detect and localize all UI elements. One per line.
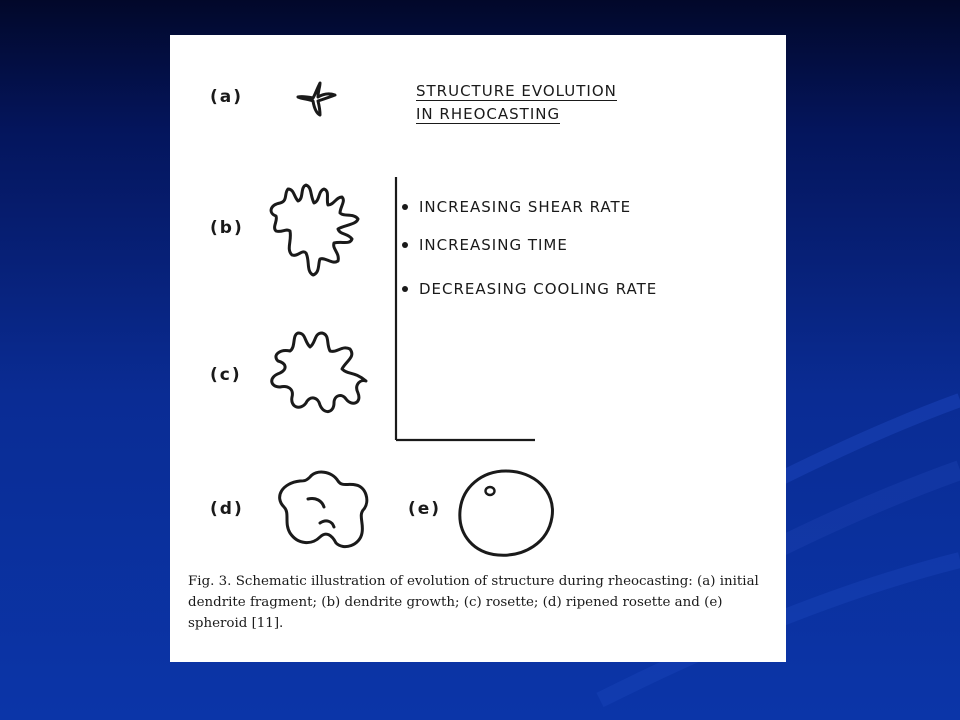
figure-title-line-2: IN RHEOCASTING: [416, 105, 561, 123]
factor-cooling-rate: [402, 280, 657, 298]
ripened-rosette-shape: [280, 472, 367, 547]
bullet-icon: [402, 242, 408, 248]
factor-label: INCREASING SHEAR RATE: [419, 198, 632, 216]
spheroid-shape: [460, 471, 553, 555]
factor-time: [402, 236, 568, 254]
figure-title-line-1: STRUCTURE EVOLUTION: [416, 82, 617, 100]
dendrite-fragment-shape: [298, 83, 335, 115]
bullet-icon: [402, 286, 408, 292]
factor-shear-rate: [402, 198, 631, 216]
dendrite-growth-shape: [271, 185, 358, 275]
stage-label-b: (b): [210, 218, 244, 238]
evolution-axis: [396, 177, 535, 440]
rosette-shape: [272, 333, 366, 412]
stage-label-e: (e): [408, 499, 442, 519]
factor-label: DECREASING COOLING RATE: [419, 280, 658, 298]
figure-panel: [170, 35, 786, 662]
stage-label-d: (d): [210, 499, 244, 519]
figure-artwork: [170, 35, 786, 662]
stage-label-a: (a): [210, 87, 244, 107]
figure-caption: Fig. 3. Schematic illustration of evolution of structure during rheocasting: (a) initial dendrite fragment; (b) dendrite growth; (c) rosette; (d) ripened rosette and (e) spheroid [11].: [188, 574, 759, 631]
factor-label: INCREASING TIME: [419, 236, 568, 254]
stage-label-c: (c): [210, 365, 242, 385]
bullet-icon: [402, 204, 408, 210]
